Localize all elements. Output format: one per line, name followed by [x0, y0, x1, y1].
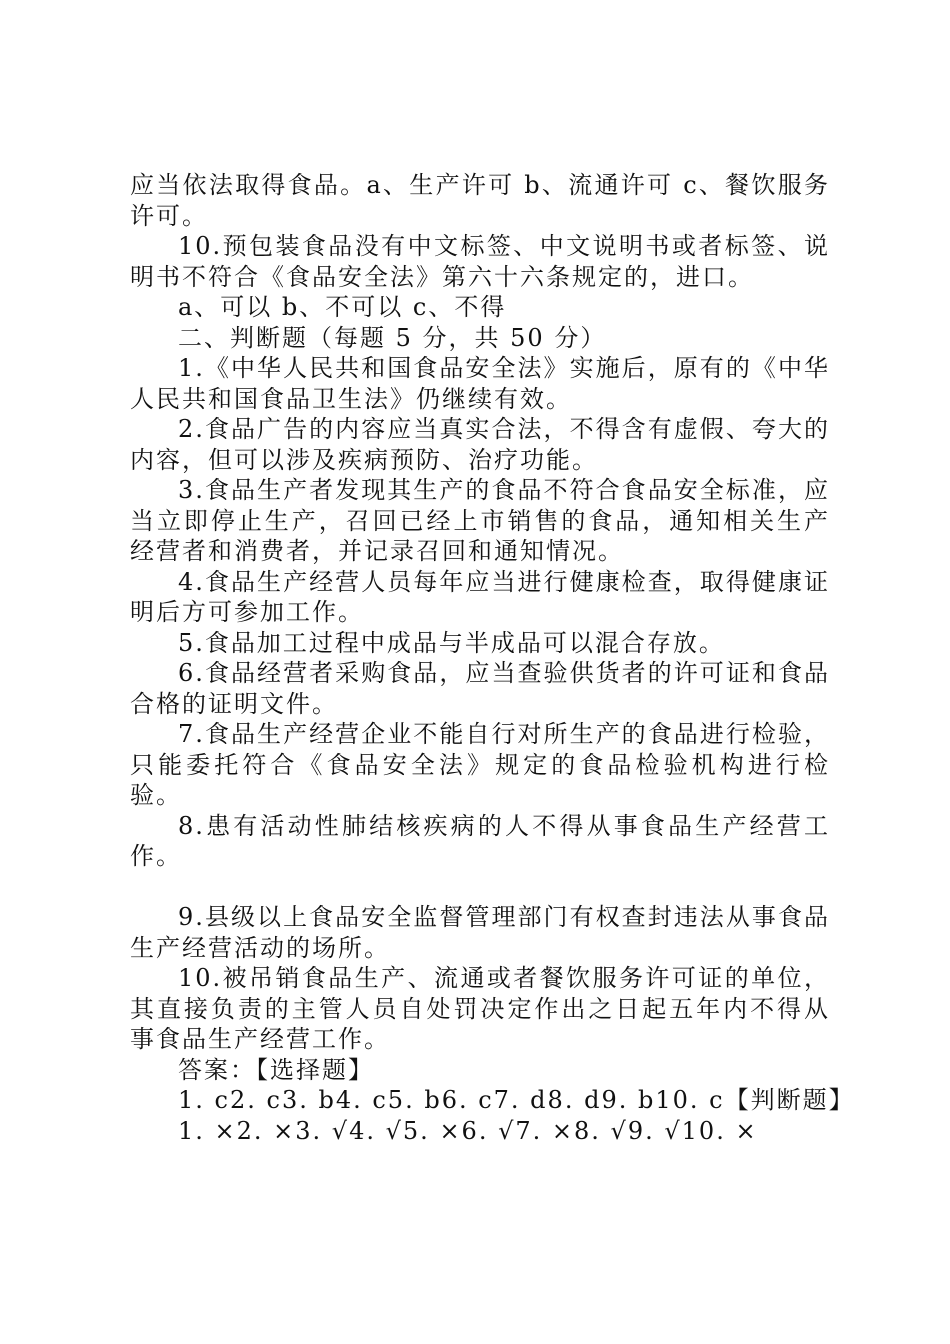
judgment-item-8: 8.患有活动性肺结核疾病的人不得从事食品生产经营工作。	[130, 811, 830, 870]
answers-judgment: 1. ×2. ×3. √4. √5. ×6. √7. ×8. √9. √10. ×	[178, 1116, 758, 1145]
question-10-options: a、可以 b、不可以 c、不得	[178, 293, 507, 321]
judgment-item-10: 10.被吊销食品生产、流通或者餐饮服务许可证的单位，其直接负责的主管人员自处罚决定作出之日起五年内不得从事食品生产经营工作。	[130, 964, 830, 1053]
judgment-item-5: 5.食品加工过程中成品与半成品可以混合存放。	[178, 628, 725, 657]
section-heading-judgment: 二、判断题（每题 5 分，共 50 分）	[178, 323, 607, 352]
judgment-item-3: 3.食品生产者发现其生产的食品不符合食品安全标准，应当立即停止生产，召回已经上市销售的食品，通知相关生产经营者和消费者，并记录召回和通知情况。	[130, 476, 830, 565]
judgment-item-2: 2.食品广告的内容应当真实合法，不得含有虚假、夸大的内容，但可以涉及疾病预防、治疗功能。	[130, 415, 830, 474]
answers-heading: 答案：【选择题】	[178, 1055, 374, 1084]
judgment-item-1: 1.《中华人民共和国食品安全法》实施后，原有的《中华人民共和国食品卫生法》仍继续有效。	[130, 354, 830, 413]
judgment-item-4: 4.食品生产经营人员每年应当进行健康检查，取得健康证明后方可参加工作。	[130, 567, 830, 626]
judgment-item-6: 6.食品经营者采购食品，应当查验供货者的许可证和食品合格的证明文件。	[130, 659, 830, 718]
judgment-item-9: 9.县级以上食品安全监督管理部门有权查封违法从事食品生产经营活动的场所。	[130, 903, 830, 962]
judgment-item-7: 7.食品生产经营企业不能自行对所生产的食品进行检验，只能委托符合《食品安全法》规定的食品检验机构进行检验。	[130, 720, 830, 809]
blank-line	[130, 872, 830, 903]
answers-choice: 1. c2. c3. b4. c5. b6. c7. d8. d9. b10. c【判断题】	[178, 1086, 855, 1114]
document-body	[130, 170, 855, 1146]
question-9-continuation: 应当依法取得食品。a、生产许可 b、流通许可 c、餐饮服务许可。	[130, 171, 830, 230]
question-10: 10.预包装食品没有中文标签、中文说明书或者标签、说明书不符合《食品安全法》第六十六条规定的，进口。	[130, 232, 830, 291]
